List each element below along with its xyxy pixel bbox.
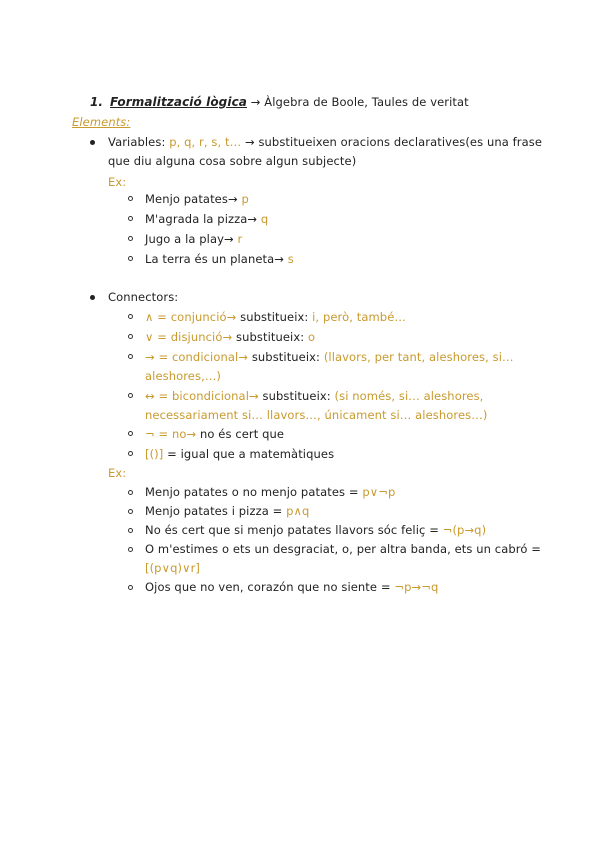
connector-example-2 <box>145 503 309 519</box>
title-text: Formalització lògica <box>110 95 247 109</box>
page-title <box>110 94 469 110</box>
circle-bullet-icon <box>128 509 133 514</box>
circle-bullet-icon <box>128 547 133 552</box>
circle-bullet-icon <box>128 334 133 339</box>
example-text: No és cert que si menjo patates llavors sóc feliç = <box>145 523 439 537</box>
connector-symbol: → = condicional→ <box>145 350 249 364</box>
connector-example-4-formula: [(p∨q)∨r] <box>145 561 201 575</box>
connector-symbol: ∧ = conjunció→ <box>145 310 237 324</box>
circle-bullet-icon <box>128 451 133 456</box>
circle-bullet-icon <box>128 585 133 590</box>
example-text: Jugo a la play→ <box>145 232 234 246</box>
example-formula: p∧q <box>286 504 310 518</box>
connector-example-5 <box>145 579 438 595</box>
connectors-label: Connectors: <box>108 290 179 304</box>
circle-bullet-icon <box>128 216 133 221</box>
bullet-icon <box>90 140 95 145</box>
connector-and <box>145 309 406 325</box>
connector-symbol: ↔ = bicondicional→ <box>145 389 259 403</box>
connector-tail: o <box>307 330 316 344</box>
example-formula: ¬(p→q) <box>442 523 487 537</box>
connector-biconditional-cont: necessariament si… llavors…, únicament si… aleshores…) <box>145 408 488 422</box>
connector-mid: substitueix: <box>240 310 309 324</box>
example-var: q <box>260 212 269 226</box>
variables-list: p, q, r, s, t… <box>169 135 242 149</box>
example-text: Menjo patates→ <box>145 192 238 206</box>
connector-tail: i, però, també… <box>312 310 406 324</box>
connector-example-3 <box>145 522 486 538</box>
example-text: Menjo patates i pizza = <box>145 504 283 518</box>
variables-label: Variables: <box>108 135 166 149</box>
circle-bullet-icon <box>128 196 133 201</box>
circle-bullet-icon <box>128 314 133 319</box>
connector-symbol: ∨ = disjunció→ <box>145 330 233 344</box>
variable-example-4 <box>145 251 294 267</box>
example-var: r <box>237 232 243 246</box>
connector-or <box>145 329 315 345</box>
example-formula: ¬p→¬q <box>394 580 439 594</box>
example-text: O m'estimes o ets un desgraciat, o, per altra banda, ets un cabró = <box>145 542 541 556</box>
connector-mid: = igual que a matemàtiques <box>167 447 335 461</box>
circle-bullet-icon <box>128 431 133 436</box>
circle-bullet-icon <box>128 354 133 359</box>
connectors-ex-label: Ex: <box>108 466 127 480</box>
circle-bullet-icon <box>128 236 133 241</box>
circle-bullet-icon <box>128 393 133 398</box>
connector-mid: substitueix: <box>262 389 331 403</box>
example-var: p <box>241 192 249 206</box>
heading-number: 1. <box>90 95 103 109</box>
title-subtitle: → Àlgebra de Boole, Taules de veritat <box>250 95 469 109</box>
connector-tail: (si només, si… aleshores, <box>334 389 484 403</box>
variables-desc-2: que diu alguna cosa sobre algun subjecte) <box>108 154 357 168</box>
variable-example-3 <box>145 231 242 247</box>
connector-symbol: [()] <box>145 447 164 461</box>
connector-mid: no és cert que <box>200 427 285 441</box>
connector-brackets <box>145 446 334 462</box>
connector-symbol: ¬ = no→ <box>145 427 197 441</box>
variables-line <box>108 134 542 150</box>
example-formula: p∨¬p <box>362 485 396 499</box>
variables-desc-1: → substitueixen oracions declaratives(es una frase <box>244 135 543 149</box>
connector-conditional <box>145 349 514 365</box>
example-text: Menjo patates o no menjo patates = <box>145 485 359 499</box>
connector-biconditional <box>145 388 483 404</box>
elements-label: Elements: <box>72 115 131 129</box>
variable-example-2 <box>145 211 268 227</box>
connector-not <box>145 426 284 442</box>
example-text: La terra és un planeta→ <box>145 252 285 266</box>
circle-bullet-icon <box>128 528 133 533</box>
variable-example-1 <box>145 191 249 207</box>
example-text: M'agrada la pizza→ <box>145 212 258 226</box>
connector-tail: (llavors, per tant, aleshores, si… <box>323 350 514 364</box>
circle-bullet-icon <box>128 490 133 495</box>
connector-mid: substitueix: <box>235 330 305 344</box>
connector-example-1 <box>145 484 395 500</box>
variables-ex-label: Ex: <box>108 175 127 189</box>
example-text: Ojos que no ven, corazón que no siente = <box>145 580 391 594</box>
connector-conditional-cont: aleshores,…) <box>145 369 222 383</box>
bullet-icon <box>90 295 95 300</box>
connector-example-4 <box>145 541 541 557</box>
circle-bullet-icon <box>128 256 133 261</box>
connector-mid: substitueix: <box>251 350 321 364</box>
example-var: s <box>287 252 294 266</box>
